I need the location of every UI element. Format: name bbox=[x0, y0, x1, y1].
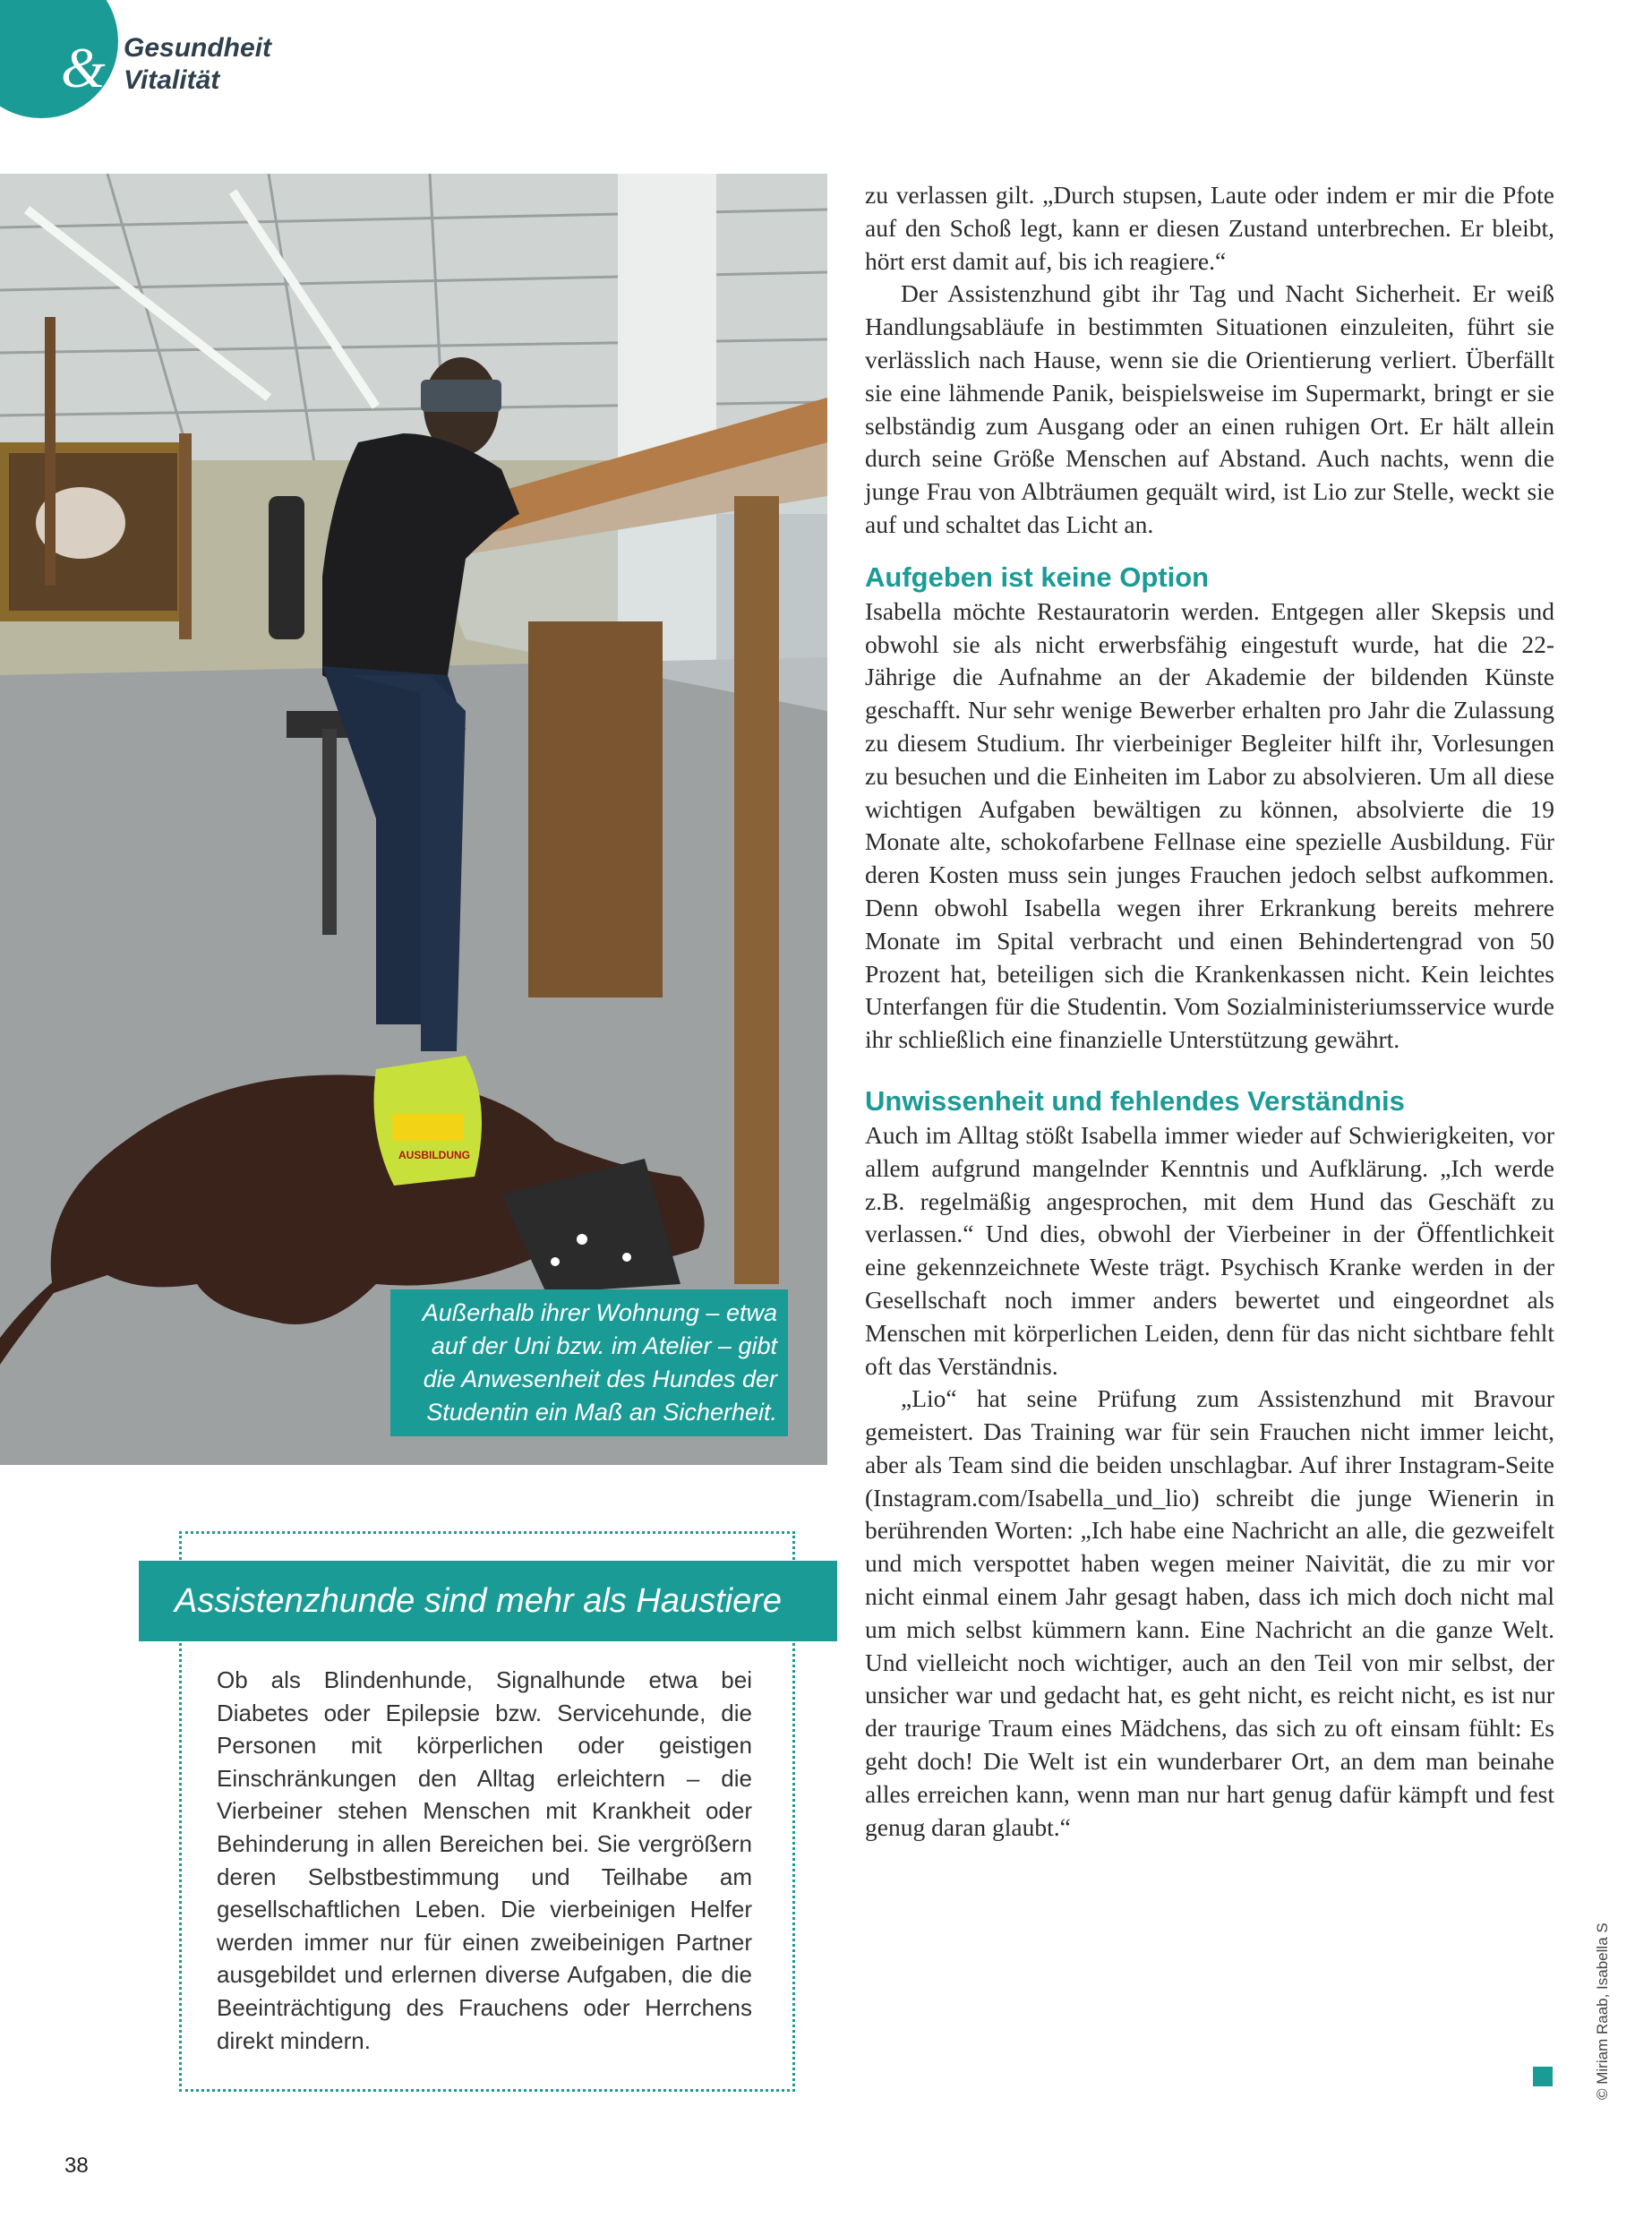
vest-label: AUSBILDUNG bbox=[398, 1149, 470, 1161]
photo-credit: © Miriam Raab, Isabella S bbox=[1594, 1923, 1611, 2100]
article-paragraph-2: Der Assistenzhund gibt ihr Tag und Nacht Sicherheit. Er weiß Handlungsabläufe in bestimmten Situationen einzuleiten, führt sie verlässlich nach Hause, wenn sie die Orientierung verliert. Überfällt sie eine lähmende Panik, beispielsweise im Supermarkt, bringt er sie selbständig zum Ausgang oder an einen ruhigen Ort. Er hält allein durch seine Größe Menschen auf Abstand. Auch nachts, wenn die junge Frau von Albträumen gequält wird, ist Lio zur Stelle, weckt sie auf und schaltet das Licht an. bbox=[865, 279, 1554, 538]
article-photo bbox=[0, 174, 827, 1465]
ampersand-logo: & bbox=[61, 36, 106, 99]
article-column bbox=[865, 179, 1554, 1844]
photo-illustration bbox=[0, 174, 827, 1465]
info-box-title: Assistenzhunde sind mehr als Haustiere bbox=[139, 1561, 837, 1641]
article-paragraph-5: „Lio“ hat seine Prüfung zum Assistenzhund mit Bravour gemeistert. Das Training war für sein Frauchen nicht immer leicht, aber als Team sind die beiden unschlagbar. Auf ihrer Instagram-Seite (Instagram.com/Isabella_und_lio) schreibt die junge Wienerin in berührenden Worten: „Ich habe eine Nachricht an alle, die gezweifelt und mich verspottet haben wegen meiner Naivität, die zu mir vor nicht einmal einem Jahr gesagt haben, dass ich mich doch nicht mal um mich selbst kümmern kann. Eine Nachricht an die ganze Welt. Und vielleicht noch wichtiger, auch an den Teil von mir selbst, der unsicher war und gedacht hat, es geht nicht, es reicht nicht, es ist nur der traurige Traum eines Mädchens, das sich zu oft einsam fühlt: Es geht doch! Die Welt ist ein wunderbarer Ort, an dem man beinahe alles erreichen kann, wenn man nur hart genug dafür kämpft und fest genug daran glaubt.“ bbox=[865, 1384, 1554, 1841]
page-number: 38 bbox=[64, 2154, 89, 2178]
info-box-text: Ob als Blindenhunde, Signalhunde etwa bei Diabetes oder Epilepsie bzw. Servicehunde, die Personen mit körperlichen oder geistigen Einschränkungen den Alltag erleichtern – die Vierbeiner stehen Menschen mit Krankheit oder Behinderung in allen Bereichen bei. Sie vergrößern deren Selbstbestimmung und Teilhabe am gesellschaftlichen Leben. Die vierbeinigen Helfer werden immer nur für einen zweibeinigen Partner ausgebildet und erlernen diverse Aufgaben, die die Beeinträchtigung des Frauchens oder Herrchens direkt mindern. bbox=[217, 1666, 752, 2054]
photo-caption: Außerhalb ihrer Wohnung – etwa auf der Uni bzw. im Atelier – gibt die Anwesenheit des Hundes der Studentin ein Maß an Sicherheit. bbox=[390, 1289, 788, 1436]
article-paragraph-4: Auch im Alltag stößt Isabella immer wieder auf Schwierigkeiten, vor allem aufgrund mangelnder Kenntnis und Aufklärung. „Ich werde z.B. regelmäßig angesprochen, mit dem Hund das Geschäft zu verlassen.“ Und dies, obwohl der Vierbeiner in der Öffentlichkeit eine gekennzeichnete Weste trägt. Psychisch Kranke werden in der Gesellschaft noch immer anders bewertet und eingeordnet als Menschen mit körperlichen Leiden, denn für das nicht sichtbare fehlt oft das Verständnis. bbox=[865, 1120, 1554, 1380]
article-paragraph-1: zu verlassen gilt. „Durch stupsen, Laute oder indem er mir die Pfote auf den Schoß legt, kann er diesen Zustand unterbrechen. Er bleibt, hört erst damit auf, bis ich reagiere.“ bbox=[865, 181, 1554, 275]
section-label bbox=[124, 32, 271, 97]
article-heading-2: Unwissenheit und fehlendes Verständnis bbox=[865, 1084, 1405, 1117]
article-paragraph-3: Isabella möchte Restauratorin werden. Entgegen aller Skepsis und obwohl sie als nicht erwerbsfähig eingestuft wurde, hat die 22-Jährige die Aufnahme an der Akademie der bildenden Künste geschafft. Nur sehr wenige Bewerber erhalten pro Jahr die Zulassung zu diesem Studium. Ihr vierbeiniger Begleiter hilft ihr, Vorlesungen zu besuchen und die Einheiten im Labor zu absolvieren. Um all diese wichtigen Aufgaben bewältigen zu können, absolvierte die 19 Monate alte, schokofarbene Fellnase eine spezielle Ausbildung. Für deren Kosten muss sein junges Frauchen jedoch selbst aufkommen. Denn obwohl Isabella wegen ihrer Erkrankung bereits mehrere Monate im Spital verbracht und einen Behindertengrad von 50 Prozent hat, beteiligen sich die Krankenkassen nicht. Kein leichtes Unterfangen für die Studentin. Vom Sozialministeriumsservice wurde ihr schließlich eine finanzielle Unterstützung gewährt. bbox=[865, 596, 1554, 1054]
article-heading-1: Aufgeben ist keine Option bbox=[865, 561, 1210, 593]
section-label-line1: Gesundheit bbox=[124, 33, 272, 63]
article-end-mark bbox=[1533, 2067, 1553, 2086]
section-label-line2: Vitalität bbox=[124, 65, 220, 95]
